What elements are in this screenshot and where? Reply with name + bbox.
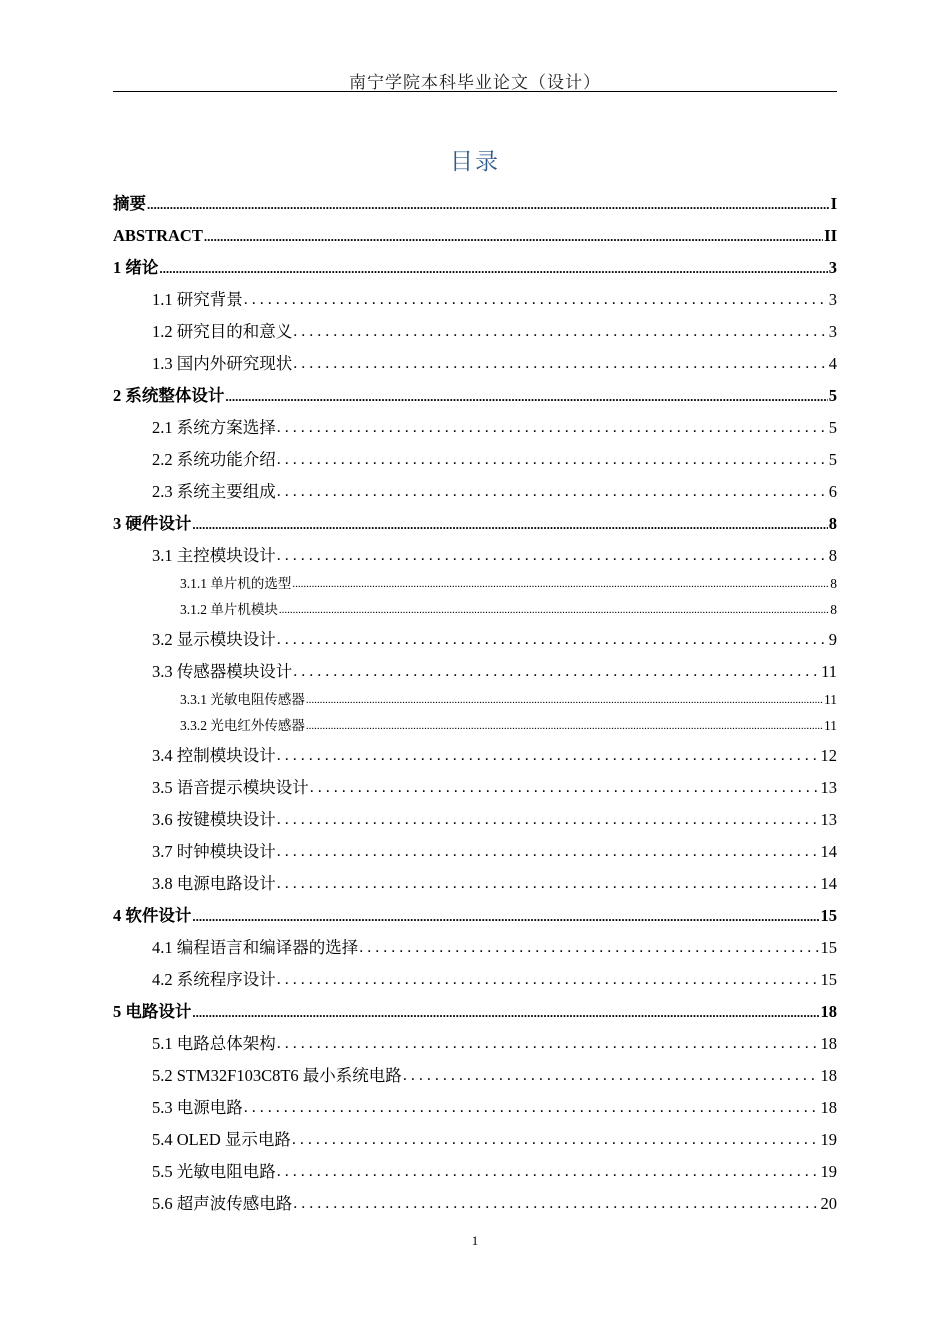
toc-entry-page: 14	[820, 873, 837, 893]
toc-entry-label: 4.1 编程语言和编译器的选择	[152, 937, 359, 957]
toc-entry-label: 摘要	[113, 193, 146, 213]
toc-entry[interactable]	[113, 738, 837, 770]
toc-entry[interactable]	[113, 1186, 837, 1218]
toc-entry-label: 5.5 光敏电阻电路	[152, 1161, 276, 1181]
toc-entry[interactable]	[113, 378, 837, 410]
toc-entry-label: 3.1.1 单片机的选型	[180, 575, 292, 591]
toc-entry-page: 4	[828, 353, 837, 373]
dot-leader	[306, 718, 823, 738]
toc-entry-page: 18	[820, 1097, 837, 1117]
toc-entry[interactable]	[113, 770, 837, 802]
dot-leader	[147, 196, 830, 219]
dot-leader	[277, 1163, 820, 1186]
toc-entry-label: 5.1 电路总体架构	[152, 1033, 276, 1053]
toc-entry-page: 13	[820, 809, 837, 829]
toc-entry-label: 3.3 传感器模块设计	[152, 661, 293, 681]
table-of-contents	[113, 186, 837, 1218]
toc-entry-label: 3.1 主控模块设计	[152, 545, 276, 565]
running-header: 南宁学院本科毕业论文（设计）	[349, 73, 601, 92]
dot-leader	[277, 1035, 820, 1058]
dot-leader	[293, 1195, 819, 1218]
toc-entry-page: 11	[821, 661, 837, 681]
toc-entry[interactable]	[113, 1058, 837, 1090]
toc-entry-page: 15	[820, 937, 837, 957]
toc-entry-label: 4 软件设计	[113, 905, 192, 925]
dot-leader	[277, 631, 828, 654]
toc-entry-page: 8	[830, 601, 837, 617]
toc-entry[interactable]	[113, 712, 837, 738]
toc-entry-page: II	[824, 225, 837, 245]
toc-entry-page: 3	[828, 321, 837, 341]
toc-entry-label: 2.2 系统功能介绍	[152, 449, 276, 469]
dot-leader	[279, 602, 829, 622]
toc-entry-page: 19	[820, 1129, 837, 1149]
toc-entry[interactable]	[113, 622, 837, 654]
toc-entry-label: 3.1.2 单片机模块	[180, 601, 278, 617]
dot-leader	[292, 576, 829, 596]
dot-leader	[293, 663, 820, 686]
toc-entry[interactable]	[113, 596, 837, 622]
page-number: 1	[471, 1233, 479, 1248]
toc-entry-label: 2.1 系统方案选择	[152, 417, 276, 437]
toc-entry-label: 2 系统整体设计	[113, 385, 225, 405]
toc-entry-page: 15	[820, 905, 837, 925]
dot-leader	[310, 779, 820, 802]
dot-leader	[277, 875, 820, 898]
toc-entry-page: 8	[828, 513, 837, 533]
toc-entry[interactable]	[113, 1122, 837, 1154]
toc-entry-page: 5	[828, 417, 837, 437]
toc-entry[interactable]	[113, 1026, 837, 1058]
toc-entry-label: 5.3 电源电路	[152, 1097, 243, 1117]
toc-entry[interactable]	[113, 506, 837, 538]
dot-leader	[192, 1004, 819, 1027]
toc-entry[interactable]	[113, 686, 837, 712]
dot-leader	[277, 747, 820, 770]
toc-entry-page: 5	[828, 449, 837, 469]
toc-entry[interactable]	[113, 898, 837, 930]
toc-entry-page: 8	[828, 545, 837, 565]
toc-entry-label: 3.5 语音提示模块设计	[152, 777, 309, 797]
toc-entry-label: 1.1 研究背景	[152, 289, 243, 309]
dot-leader	[244, 291, 828, 314]
toc-entry-page: 20	[820, 1193, 837, 1213]
dot-leader	[277, 483, 828, 506]
toc-entry[interactable]	[113, 866, 837, 898]
toc-entry-label: 5.6 超声波传感电路	[152, 1193, 293, 1213]
toc-entry-label: 3.4 控制模块设计	[152, 745, 276, 765]
dot-leader	[306, 692, 823, 712]
toc-entry-label: 1.3 国内外研究现状	[152, 353, 293, 373]
toc-entry-page: 13	[820, 777, 837, 797]
toc-entry-page: 12	[820, 745, 837, 765]
dot-leader	[293, 355, 828, 378]
toc-entry-label: 3.8 电源电路设计	[152, 873, 276, 893]
toc-entry[interactable]	[113, 1090, 837, 1122]
toc-entry[interactable]	[113, 654, 837, 686]
toc-entry-label: ABSTRACT	[113, 225, 203, 245]
toc-title: 目录	[450, 149, 500, 175]
toc-entry-label: 3.3.2 光电红外传感器	[180, 717, 305, 733]
toc-entry-label: 1 绪论	[113, 257, 159, 277]
toc-entry-label: 2.3 系统主要组成	[152, 481, 276, 501]
dot-leader	[277, 971, 820, 994]
toc-entry[interactable]	[113, 474, 837, 506]
dot-leader	[277, 811, 820, 834]
toc-entry[interactable]	[113, 442, 837, 474]
toc-entry-label: 3.3.1 光敏电阻传感器	[180, 691, 305, 707]
toc-entry-page: I	[830, 193, 837, 213]
toc-entry[interactable]	[113, 314, 837, 346]
toc-entry-page: 5	[828, 385, 837, 405]
toc-entry[interactable]	[113, 218, 837, 250]
dot-leader	[277, 547, 828, 570]
toc-entry-label: 3.7 时钟模块设计	[152, 841, 276, 861]
toc-entry[interactable]	[113, 346, 837, 378]
toc-entry-page: 3	[828, 257, 837, 277]
toc-entry-label: 4.2 系统程序设计	[152, 969, 276, 989]
toc-entry[interactable]	[113, 802, 837, 834]
dot-leader	[293, 323, 828, 346]
toc-entry-label: 3.2 显示模块设计	[152, 629, 276, 649]
header-rule	[113, 91, 837, 92]
dot-leader	[277, 419, 828, 442]
toc-entry-page: 11	[824, 717, 837, 733]
toc-entry[interactable]	[113, 410, 837, 442]
toc-entry[interactable]	[113, 930, 837, 962]
toc-entry-page: 11	[824, 691, 837, 707]
toc-entry-page: 18	[820, 1033, 837, 1053]
toc-entry-page: 15	[820, 969, 837, 989]
dot-leader	[277, 451, 828, 474]
toc-entry-page: 18	[820, 1065, 837, 1085]
dot-leader	[159, 260, 827, 283]
toc-entry-label: 3.6 按键模块设计	[152, 809, 276, 829]
dot-leader	[192, 516, 827, 539]
dot-leader	[192, 908, 819, 931]
toc-entry-page: 14	[820, 841, 837, 861]
toc-entry-page: 19	[820, 1161, 837, 1181]
toc-entry-page: 18	[820, 1001, 837, 1021]
toc-entry-label: 5 电路设计	[113, 1001, 192, 1021]
dot-leader	[225, 388, 827, 411]
dot-leader	[277, 843, 820, 866]
dot-leader	[292, 1131, 820, 1154]
toc-entry[interactable]	[113, 186, 837, 218]
toc-entry[interactable]	[113, 250, 837, 282]
toc-entry[interactable]	[113, 994, 837, 1026]
toc-entry[interactable]	[113, 538, 837, 570]
dot-leader	[403, 1067, 820, 1090]
toc-entry-page: 3	[828, 289, 837, 309]
dot-leader	[244, 1099, 820, 1122]
dot-leader	[359, 939, 819, 962]
toc-entry[interactable]	[113, 834, 837, 866]
toc-entry[interactable]	[113, 282, 837, 314]
toc-entry-label: 1.2 研究目的和意义	[152, 321, 293, 341]
toc-entry-label: 5.2 STM32F103C8T6 最小系统电路	[152, 1065, 402, 1085]
toc-entry-page: 9	[828, 629, 837, 649]
toc-entry-label: 3 硬件设计	[113, 513, 192, 533]
toc-entry-label: 5.4 OLED 显示电路	[152, 1129, 291, 1149]
toc-entry[interactable]	[113, 570, 837, 596]
toc-entry-page: 6	[828, 481, 837, 501]
toc-entry-page: 8	[830, 575, 837, 591]
toc-entry[interactable]	[113, 1154, 837, 1186]
dot-leader	[204, 228, 823, 251]
toc-entry[interactable]	[113, 962, 837, 994]
